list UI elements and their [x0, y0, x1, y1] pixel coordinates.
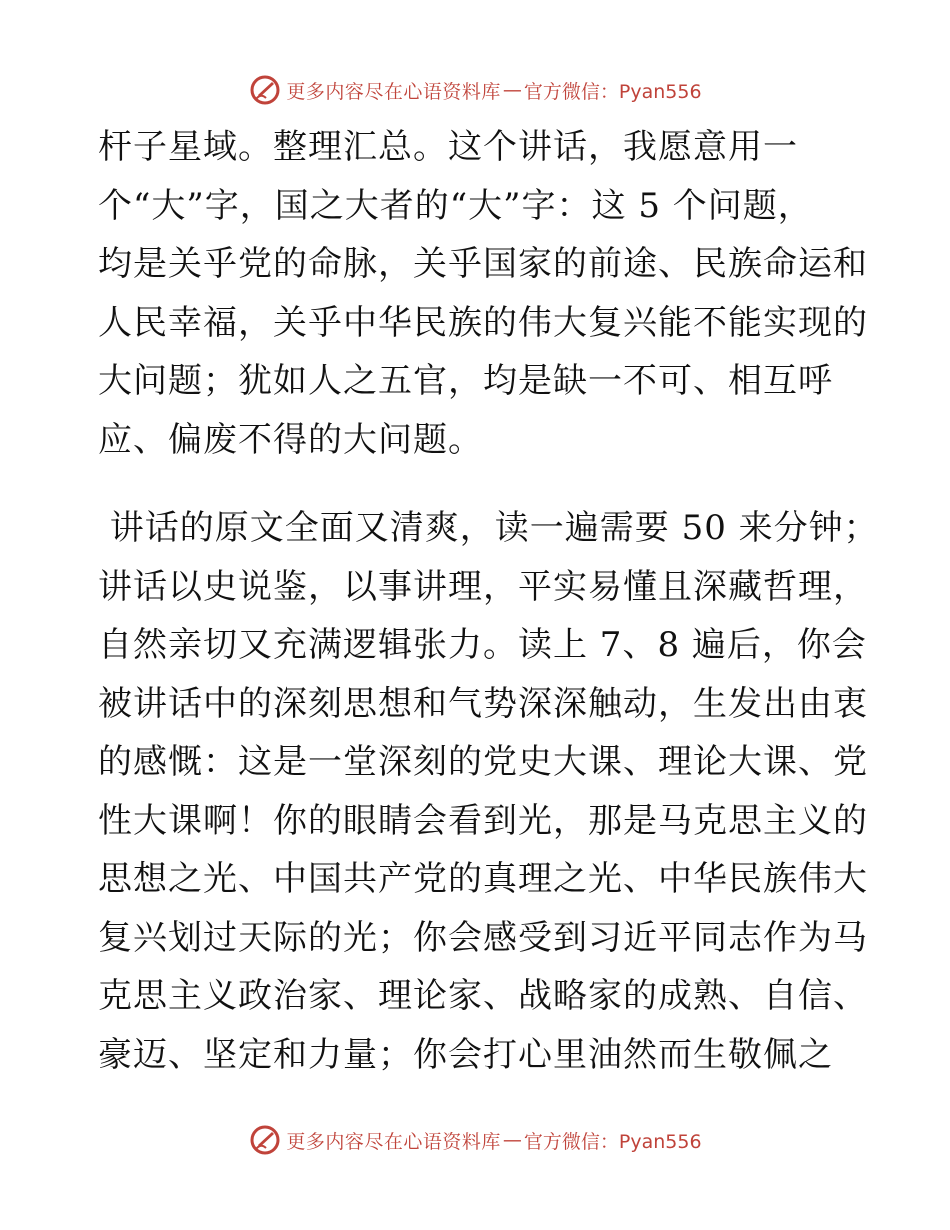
text-line: 大问题；犹如人之五官，均是缺一不可、相互呼 [98, 361, 833, 401]
text-line: 均是关乎党的命脉，关乎国家的前途、民族命运和 [98, 244, 868, 284]
text-line: 杆子星域。整理汇总。这个讲话，我愿意用一 [98, 127, 798, 167]
watermark-separator: — [502, 1129, 522, 1151]
logo-icon [248, 73, 282, 107]
logo-icon [248, 1123, 282, 1157]
text-line: 人民幸福，关乎中华民族的伟大复兴能不能实现的 [98, 302, 868, 343]
document-body [98, 118, 879, 1084]
paragraph [98, 499, 879, 1084]
text-line: 讲话以史说鉴，以事讲理，平实易懂且深藏哲理， [98, 566, 868, 607]
text-line: 的感慨：这是一堂深刻的党史大课、理论大课、党 [98, 742, 868, 782]
watermark-separator: — [502, 79, 522, 101]
text-line: 应、偏废不得的大问题。 [98, 419, 483, 460]
text-line: 思想之光、中国共产党的真理之光、中华民族伟大 [98, 859, 868, 899]
text-line: 复兴划过天际的光；你会感受到习近平同志作为马 [98, 917, 868, 958]
watermark-text: 更多内容尽在心语资料库 [286, 80, 501, 103]
text-line: 被讲话中的深刻思想和气势深深触动，生发出由衷 [98, 683, 868, 724]
paragraph-spacer [98, 469, 858, 499]
text-line: 豪迈、坚定和力量；你会打心里油然而生敬佩之 [98, 1034, 833, 1075]
text-line: 自然亲切又充满逻辑张力。读上 7、8 遍后，你会 [98, 625, 867, 665]
text-line: 克思主义政治家、理论家、战略家的成熟、自信、 [98, 976, 868, 1016]
watermark-contact: 官方微信：Pyan556 [523, 1130, 702, 1153]
text-line: 讲话的原文全面又清爽，读一遍需要 50 来分钟； [98, 508, 879, 548]
watermark-text: 更多内容尽在心语资料库 [286, 1130, 501, 1153]
text-line: 性大课啊！你的眼睛会看到光，那是马克思主义的 [98, 800, 868, 841]
header-watermark [0, 70, 950, 110]
footer-watermark [0, 1120, 950, 1160]
text-line: 个“大”字，国之大者的“大”字：这 5 个问题， [98, 185, 813, 226]
paragraph [98, 118, 868, 469]
watermark-contact: 官方微信：Pyan556 [523, 80, 702, 103]
